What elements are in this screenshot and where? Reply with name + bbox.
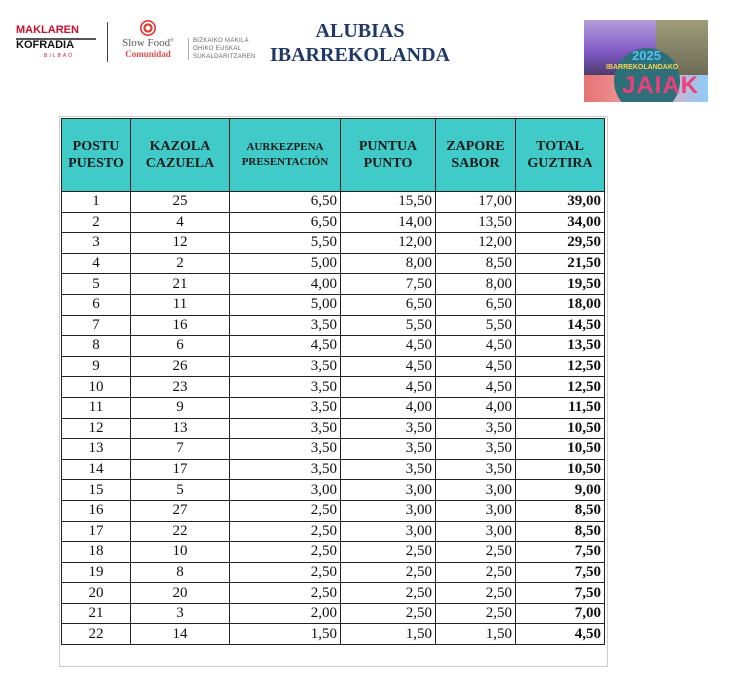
title-line2: IBARREKOLANDA [269,44,451,66]
cell-punto: 2,50 [341,562,436,583]
maklaren-logo-line3: BILBAO [44,53,75,59]
cell-total: 10,50 [516,459,605,480]
cell-puesto: 17 [62,521,131,542]
bizkaiko-line1: BIZKAIKO MAKILA [193,38,249,44]
cell-presentacion: 4,50 [230,336,341,357]
table-row [62,583,605,604]
table-header-row [62,119,605,192]
cell-puesto: 10 [62,377,131,398]
title-line1: ALUBIAS [315,20,405,42]
cell-punto: 4,50 [341,377,436,398]
cell-punto: 5,50 [341,315,436,336]
poster-year: 2025 [632,48,661,63]
header-cazuela: KAZOLA CAZUELA [131,119,230,192]
cell-presentacion: 5,00 [230,253,341,274]
cell-sabor: 4,50 [436,377,516,398]
cell-cazuela: 26 [131,356,230,377]
slow-food-logo [112,20,184,64]
cell-cazuela: 23 [131,377,230,398]
cell-sabor: 3,50 [436,459,516,480]
cell-sabor: 3,00 [436,500,516,521]
table-row [62,480,605,501]
cell-total: 8,50 [516,521,605,542]
cell-cazuela: 7 [131,439,230,460]
cell-cazuela: 10 [131,542,230,563]
cell-sabor: 2,50 [436,542,516,563]
cell-cazuela: 27 [131,500,230,521]
cell-puesto: 4 [62,253,131,274]
maklaren-kofradia-logo [14,24,102,64]
cell-total: 29,50 [516,233,605,254]
cell-punto: 1,50 [341,624,436,645]
cell-puesto: 3 [62,233,131,254]
cell-punto: 14,00 [341,212,436,233]
cell-punto: 4,50 [341,336,436,357]
cell-cazuela: 9 [131,397,230,418]
cell-total: 10,50 [516,418,605,439]
table-row [62,397,605,418]
table-row [62,439,605,460]
cell-puesto: 16 [62,500,131,521]
cell-sabor: 1,50 [436,624,516,645]
cell-total: 14,50 [516,315,605,336]
cell-presentacion: 5,50 [230,233,341,254]
cell-presentacion: 3,50 [230,377,341,398]
cell-presentacion: 3,50 [230,356,341,377]
cell-punto: 12,00 [341,233,436,254]
cell-total: 8,50 [516,500,605,521]
cell-cazuela: 16 [131,315,230,336]
cell-puesto: 5 [62,274,131,295]
cell-cazuela: 6 [131,336,230,357]
cell-total: 34,00 [516,212,605,233]
cell-puesto: 20 [62,583,131,604]
cell-puesto: 2 [62,212,131,233]
cell-punto: 2,50 [341,542,436,563]
cell-puesto: 12 [62,418,131,439]
cell-punto: 3,00 [341,500,436,521]
cell-presentacion: 3,50 [230,439,341,460]
slow-food-mark: ® [170,38,174,44]
cell-sabor: 8,50 [436,253,516,274]
cell-puesto: 1 [62,192,131,213]
cell-presentacion: 3,50 [230,418,341,439]
table-row [62,459,605,480]
cell-cazuela: 13 [131,418,230,439]
table-row [62,500,605,521]
cell-punto: 3,00 [341,480,436,501]
cell-sabor: 3,00 [436,521,516,542]
table-row [62,274,605,295]
cell-punto: 15,50 [341,192,436,213]
table-row [62,521,605,542]
bizkaiko-makila-text [193,37,256,61]
table-row [62,562,605,583]
cell-presentacion: 2,50 [230,542,341,563]
table-row [62,624,605,645]
cell-cazuela: 25 [131,192,230,213]
cell-sabor: 3,00 [436,480,516,501]
cell-sabor: 3,50 [436,418,516,439]
bizkaiko-line3: SUKALDARITZAREN [193,54,256,60]
cell-presentacion: 2,50 [230,583,341,604]
logo-divider [107,22,108,62]
cell-puesto: 19 [62,562,131,583]
cell-sabor: 6,50 [436,294,516,315]
cell-total: 7,50 [516,583,605,604]
cell-punto: 3,50 [341,439,436,460]
cell-sabor: 4,50 [436,356,516,377]
slow-food-community: Comunidad [125,49,171,59]
cell-total: 10,50 [516,439,605,460]
cell-presentacion: 2,00 [230,603,341,624]
bizkaiko-line2: OHIKO EUSKAL [193,46,242,52]
cell-punto: 3,50 [341,459,436,480]
poster-name: IBARREKOLANDAKO [606,64,679,71]
table-row [62,356,605,377]
table-row [62,377,605,398]
cell-punto: 4,50 [341,356,436,377]
cell-puesto: 7 [62,315,131,336]
cell-total: 18,00 [516,294,605,315]
cell-cazuela: 12 [131,233,230,254]
cell-total: 7,00 [516,603,605,624]
cell-sabor: 12,00 [436,233,516,254]
cell-sabor: 4,00 [436,397,516,418]
cell-puesto: 21 [62,603,131,624]
poster-jaiak: JAIAK [622,72,700,99]
cell-punto: 2,50 [341,603,436,624]
header-punto: PUNTUA PUNTO [341,119,436,192]
cell-punto: 4,00 [341,397,436,418]
cell-cazuela: 3 [131,603,230,624]
cell-sabor: 13,50 [436,212,516,233]
header-presentacion: AURKEZPENA PRESENTACIÓN [230,119,341,192]
cell-cazuela: 5 [131,480,230,501]
cell-presentacion: 6,50 [230,212,341,233]
cell-punto: 3,50 [341,418,436,439]
cell-sabor: 2,50 [436,603,516,624]
jaiak-poster-image [584,20,708,102]
header-puesto: POSTU PUESTO [62,119,131,192]
cell-presentacion: 3,50 [230,315,341,336]
table-row [62,542,605,563]
cell-total: 21,50 [516,253,605,274]
table-row [62,294,605,315]
cell-presentacion: 4,00 [230,274,341,295]
table-row [62,253,605,274]
cell-puesto: 18 [62,542,131,563]
cell-presentacion: 2,50 [230,500,341,521]
table-row [62,192,605,213]
cell-sabor: 8,00 [436,274,516,295]
cell-presentacion: 6,50 [230,192,341,213]
cell-sabor: 5,50 [436,315,516,336]
cell-cazuela: 17 [131,459,230,480]
cell-cazuela: 20 [131,583,230,604]
cell-punto: 7,50 [341,274,436,295]
table-row [62,315,605,336]
table-row [62,418,605,439]
table-row [62,603,605,624]
cell-cazuela: 2 [131,253,230,274]
cell-puesto: 15 [62,480,131,501]
table-row [62,233,605,254]
cell-sabor: 2,50 [436,562,516,583]
logo-divider-small [188,38,189,60]
cell-total: 7,50 [516,542,605,563]
cell-presentacion: 3,50 [230,459,341,480]
cell-punto: 3,00 [341,521,436,542]
maklaren-logo-line2: KOFRADIA [16,39,75,51]
cell-puesto: 6 [62,294,131,315]
cell-puesto: 8 [62,336,131,357]
cell-sabor: 17,00 [436,192,516,213]
table-row [62,212,605,233]
cell-cazuela: 4 [131,212,230,233]
cell-puesto: 13 [62,439,131,460]
cell-total: 12,50 [516,356,605,377]
results-table [61,118,605,645]
cell-cazuela: 11 [131,294,230,315]
cell-presentacion: 2,50 [230,521,341,542]
header-total: TOTAL GUZTIRA [516,119,605,192]
snail-icon [140,20,156,36]
table-row [62,336,605,357]
cell-total: 11,50 [516,397,605,418]
cell-total: 39,00 [516,192,605,213]
cell-puesto: 9 [62,356,131,377]
cell-puesto: 11 [62,397,131,418]
cell-puesto: 14 [62,459,131,480]
cell-sabor: 2,50 [436,583,516,604]
cell-puesto: 22 [62,624,131,645]
page-title [255,19,465,67]
slow-food-name: Slow Food [122,37,171,49]
cell-total: 19,50 [516,274,605,295]
cell-total: 13,50 [516,336,605,357]
maklaren-logo-line1: MAKLAREN [16,24,79,36]
cell-total: 4,50 [516,624,605,645]
cell-total: 7,50 [516,562,605,583]
cell-presentacion: 1,50 [230,624,341,645]
cell-presentacion: 2,50 [230,562,341,583]
cell-cazuela: 21 [131,274,230,295]
cell-total: 12,50 [516,377,605,398]
cell-total: 9,00 [516,480,605,501]
cell-sabor: 3,50 [436,439,516,460]
cell-presentacion: 3,00 [230,480,341,501]
cell-punto: 2,50 [341,583,436,604]
cell-presentacion: 5,00 [230,294,341,315]
cell-cazuela: 22 [131,521,230,542]
cell-cazuela: 14 [131,624,230,645]
cell-presentacion: 3,50 [230,397,341,418]
cell-sabor: 4,50 [436,336,516,357]
header-sabor: ZAPORE SABOR [436,119,516,192]
table-body [62,192,605,645]
cell-punto: 6,50 [341,294,436,315]
cell-punto: 8,00 [341,253,436,274]
cell-cazuela: 8 [131,562,230,583]
